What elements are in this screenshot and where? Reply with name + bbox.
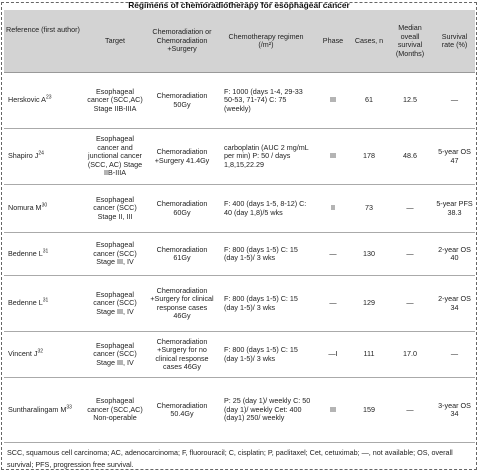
regimen-cell: F: 800 (days 1-5) C: 15 (day 1-5)/ 3 wks: [218, 332, 314, 378]
median-survival-cell: 17.0: [386, 332, 434, 378]
regimen-cell: P: 25 (day 1)/ weekly C: 50 (day 1)/ weekly Cet: 400 (day1) 250/ weekly: [218, 378, 314, 443]
target-cell: Esophageal cancer (SCC,AC) Non-operable: [84, 378, 146, 443]
target-cell: Esophageal cancer (SCC) Stage III, IV: [84, 233, 146, 276]
header-regimen: Chemotherapy regimen (/m²): [218, 10, 314, 73]
phase-cell: III: [314, 73, 352, 129]
table-row: [4, 73, 475, 129]
table-row: [4, 276, 475, 332]
cases-cell: 61: [352, 73, 386, 129]
regimen-cell: carboplatin (AUC 2 mg/mL per min) P: 50 / days 1,8,15,22.29: [218, 129, 314, 185]
regimens-table: [4, 10, 475, 471]
treatment-cell: Chemoradiation 50Gy: [146, 73, 218, 129]
header-row: [4, 10, 475, 73]
header-target: Target: [84, 10, 146, 73]
reference-cell: Bedenne $L^{31}$: [4, 233, 84, 276]
treatment-cell: Chemoradiation 50.4Gy: [146, 378, 218, 443]
table-row: [4, 378, 475, 443]
table-row: [4, 332, 475, 378]
reference-cell: Suntharalingam $M^{33}$: [4, 378, 84, 443]
reference-cell: Shapiro $J^{24}$: [4, 129, 84, 185]
header-treatment: Chemoradiation or Chemoradiation +Surgery: [146, 10, 218, 73]
survival-rate-cell: —: [434, 332, 475, 378]
reference-cell: Herskovic $A^{23}$: [4, 73, 84, 129]
target-cell: Esophageal cancer (SCC,AC) Stage IIB-IIIA: [84, 73, 146, 129]
reference-cell: Nomura $M^{30}$: [4, 185, 84, 233]
survival-rate-cell: 5-year PFS 38.3: [434, 185, 475, 233]
cases-cell: 130: [352, 233, 386, 276]
median-survival-cell: 12.5: [386, 73, 434, 129]
cases-cell: 73: [352, 185, 386, 233]
survival-rate-cell: —: [434, 73, 475, 129]
regimen-cell: F: 800 (days 1-5) C: 15 (day 1-5)/ 3 wks: [218, 233, 314, 276]
target-cell: Esophageal cancer (SCC) Stage III, IV: [84, 276, 146, 332]
cases-cell: 159: [352, 378, 386, 443]
target-cell: Esophageal cancer (SCC) Stage III, IV: [84, 332, 146, 378]
regimen-cell: F: 800 (days 1-5) C: 15 (day 1-5)/ 3 wks: [218, 276, 314, 332]
regimen-cell: F: 1000 (days 1-4, 29-33 50-53, 71-74) C: 75 (weekly): [218, 73, 314, 129]
survival-rate-cell: 3-year OS 34: [434, 378, 475, 443]
regimen-cell: F: 400 (days 1-5, 8-12) C: 40 (day 1,8)/5 wks: [218, 185, 314, 233]
phase-cell: —I: [314, 332, 352, 378]
reference-cell: Vincent $J^{32}$: [4, 332, 84, 378]
table-row: [4, 185, 475, 233]
median-survival-cell: —: [386, 185, 434, 233]
target-cell: Esophageal cancer (SCC) Stage II, III: [84, 185, 146, 233]
target-cell: Esophageal cancer and junctional cancer (SCC, AC) Stage IIB-IIIA: [84, 129, 146, 185]
phase-cell: II: [314, 185, 352, 233]
header-reference: Reference (first author): [4, 10, 84, 73]
median-survival-cell: —: [386, 378, 434, 443]
survival-rate-cell: 5-year OS 47: [434, 129, 475, 185]
treatment-cell: Chemoradiation +Surgery for no clinical response cases 46Gy: [146, 332, 218, 378]
phase-cell: —: [314, 233, 352, 276]
table-frame: [1, 2, 477, 470]
treatment-cell: Chemoradiation +Surgery for clinical response cases 46Gy: [146, 276, 218, 332]
header-survival-rate: Survival rate (%): [434, 10, 475, 73]
median-survival-cell: 48.6: [386, 129, 434, 185]
phase-cell: III: [314, 129, 352, 185]
footnote-row: [4, 443, 475, 472]
header-cases: Cases, n: [352, 10, 386, 73]
treatment-cell: Chemoradiation +Surgery 41.4Gy: [146, 129, 218, 185]
reference-cell: Bedenne $L^{31}$: [4, 276, 84, 332]
phase-cell: III: [314, 378, 352, 443]
table-row: [4, 129, 475, 185]
survival-rate-cell: 2-year OS 40: [434, 233, 475, 276]
header-median-survival: Median oveall survival (Months): [386, 10, 434, 73]
survival-rate-cell: 2-year OS 34: [434, 276, 475, 332]
header-phase: Phase: [314, 10, 352, 73]
treatment-cell: Chemoradiation 61Gy: [146, 233, 218, 276]
table-row: [4, 233, 475, 276]
table-title: Regimens of chemoradiotherapy for esophageal cancer: [128, 0, 350, 10]
phase-cell: —: [314, 276, 352, 332]
cases-cell: 129: [352, 276, 386, 332]
treatment-cell: Chemoradiation 60Gy: [146, 185, 218, 233]
median-survival-cell: —: [386, 276, 434, 332]
median-survival-cell: —: [386, 233, 434, 276]
footnote: SCC, squamous cell carcinoma; AC, adenocarcinoma; F, fluorouracil; C, cisplatin; P, paclitaxel; Cet, cetuximab; —, not available; OS, overall survival; PFS, progression free survival.: [7, 448, 453, 469]
cases-cell: 178: [352, 129, 386, 185]
cases-cell: 111: [352, 332, 386, 378]
